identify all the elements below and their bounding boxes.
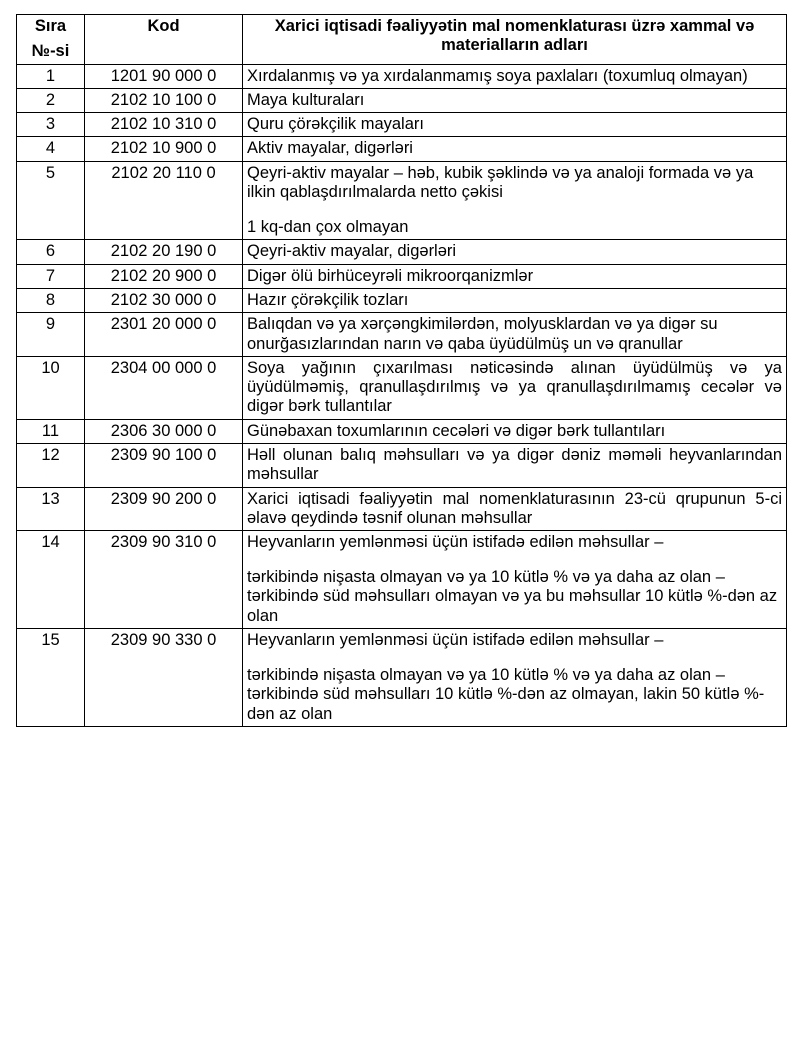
cell-goods-name: Balıqdan və ya xərçəngkimilərdən, molyusklardan və ya digər su onurğasızlarından narın və qaba üyüdülmüş un və qranullar	[243, 313, 787, 357]
cell-goods-name-part2: tərkibində nişasta olmayan və ya 10 kütlə % və ya daha az olan – tərkibində süd məhsulları olmayan və ya bu məhsullar 10 kütlə %-dən az olan	[247, 568, 778, 625]
cell-code: 2309 90 100 0	[85, 444, 243, 488]
cell-sequence-number: 15	[17, 629, 85, 727]
cell-goods-name: Xarici iqtisadi fəaliyyətin mal nomenklaturasının 23-cü qrupunun 5-ci əlavə qeydində təsnif olunan məhsullar	[243, 487, 787, 531]
table-row	[17, 313, 787, 357]
table-row	[17, 264, 787, 288]
table-row	[17, 629, 787, 727]
cell-goods-name: Qeyri-aktiv mayalar, digərləri	[243, 240, 787, 264]
table-header	[17, 15, 787, 65]
table-row	[17, 419, 787, 443]
goods-nomenclature-table	[16, 14, 787, 727]
table-row	[17, 240, 787, 264]
paragraph-gap	[247, 202, 782, 218]
column-header-goods-name: Xarici iqtisadi fəaliyyətin mal nomenklaturası üzrə xammal və materialların adları	[243, 15, 787, 65]
cell-goods-name-part2: tərkibində nişasta olmayan və ya 10 kütlə % və ya daha az olan – tərkibində süd məhsulları 10 kütlə %-dən az olmayan, lakin 50 kütlə %-dən az olan	[247, 666, 765, 723]
cell-goods-name: Hazır çörəkçilik tozları	[243, 288, 787, 312]
cell-code: 2102 20 190 0	[85, 240, 243, 264]
cell-sequence-number: 10	[17, 356, 85, 419]
cell-code: 2301 20 000 0	[85, 313, 243, 357]
cell-goods-name-part1: Qeyri-aktiv mayalar – həb, kubik şəklində və ya analoji formada və ya ilkin qablaşdırılmalarda netto çəkisi	[247, 163, 754, 202]
paragraph-gap	[247, 553, 782, 569]
table-row	[17, 64, 787, 88]
cell-goods-name: Digər ölü birhüceyrəli mikroorqanizmlər	[243, 264, 787, 288]
table-row	[17, 113, 787, 137]
table-row	[17, 531, 787, 629]
cell-sequence-number: 14	[17, 531, 85, 629]
cell-goods-name	[243, 531, 787, 629]
cell-sequence-number: 5	[17, 161, 85, 240]
table-row	[17, 161, 787, 240]
cell-code: 2309 90 330 0	[85, 629, 243, 727]
cell-goods-name	[243, 161, 787, 240]
table-row	[17, 487, 787, 531]
cell-sequence-number: 12	[17, 444, 85, 488]
column-header-code: Kod	[85, 15, 243, 65]
column-header-sequence-number-line2: №-si	[31, 42, 70, 61]
cell-code: 2102 20 900 0	[85, 264, 243, 288]
table-row	[17, 356, 787, 419]
table-row	[17, 444, 787, 488]
paragraph-gap	[247, 650, 782, 666]
cell-sequence-number: 9	[17, 313, 85, 357]
cell-goods-name-part1: Heyvanların yemlənməsi üçün istifadə edilən məhsullar –	[247, 631, 664, 650]
cell-goods-name	[243, 629, 787, 727]
cell-goods-name: Günəbaxan toxumlarının cecələri və digər bərk tullantıları	[243, 419, 787, 443]
cell-code: 2306 30 000 0	[85, 419, 243, 443]
table-row	[17, 137, 787, 161]
cell-sequence-number: 11	[17, 419, 85, 443]
cell-sequence-number: 13	[17, 487, 85, 531]
cell-goods-name-part2: 1 kq-dan çox olmayan	[247, 218, 409, 237]
column-header-sequence-number	[17, 15, 85, 65]
cell-code: 2102 30 000 0	[85, 288, 243, 312]
column-header-sequence-number-line1: Sıra	[34, 17, 67, 35]
table-row	[17, 288, 787, 312]
cell-goods-name: Aktiv mayalar, digərləri	[243, 137, 787, 161]
cell-sequence-number: 8	[17, 288, 85, 312]
table-body	[17, 64, 787, 726]
cell-code: 2102 10 100 0	[85, 88, 243, 112]
cell-sequence-number: 7	[17, 264, 85, 288]
cell-code: 2102 20 110 0	[85, 161, 243, 240]
cell-code: 1201 90 000 0	[85, 64, 243, 88]
cell-code: 2309 90 310 0	[85, 531, 243, 629]
cell-sequence-number: 6	[17, 240, 85, 264]
cell-code: 2102 10 900 0	[85, 137, 243, 161]
cell-goods-name: Soya yağının çıxarılması nəticəsində alınan üyüdülmüş və ya üyüdülməmiş, qranullaşdırılmış və ya qranullaşdırılmamış cecələr və digər bərk tullantılar	[243, 356, 787, 419]
cell-code: 2102 10 310 0	[85, 113, 243, 137]
cell-goods-name: Xırdalanmış və ya xırdalanmamış soya paxlaları (toxumluq olmayan)	[243, 64, 787, 88]
cell-goods-name: Maya kulturaları	[243, 88, 787, 112]
cell-sequence-number: 3	[17, 113, 85, 137]
table-header-row	[17, 15, 787, 65]
cell-goods-name: Həll olunan balıq məhsulları və ya digər dəniz məməli heyvanlarından məhsullar	[243, 444, 787, 488]
cell-goods-name-part1: Heyvanların yemlənməsi üçün istifadə edilən məhsullar –	[247, 533, 664, 552]
cell-sequence-number: 1	[17, 64, 85, 88]
cell-code: 2304 00 000 0	[85, 356, 243, 419]
cell-sequence-number: 4	[17, 137, 85, 161]
cell-goods-name: Quru çörəkçilik mayaları	[243, 113, 787, 137]
cell-sequence-number: 2	[17, 88, 85, 112]
table-row	[17, 88, 787, 112]
cell-code: 2309 90 200 0	[85, 487, 243, 531]
